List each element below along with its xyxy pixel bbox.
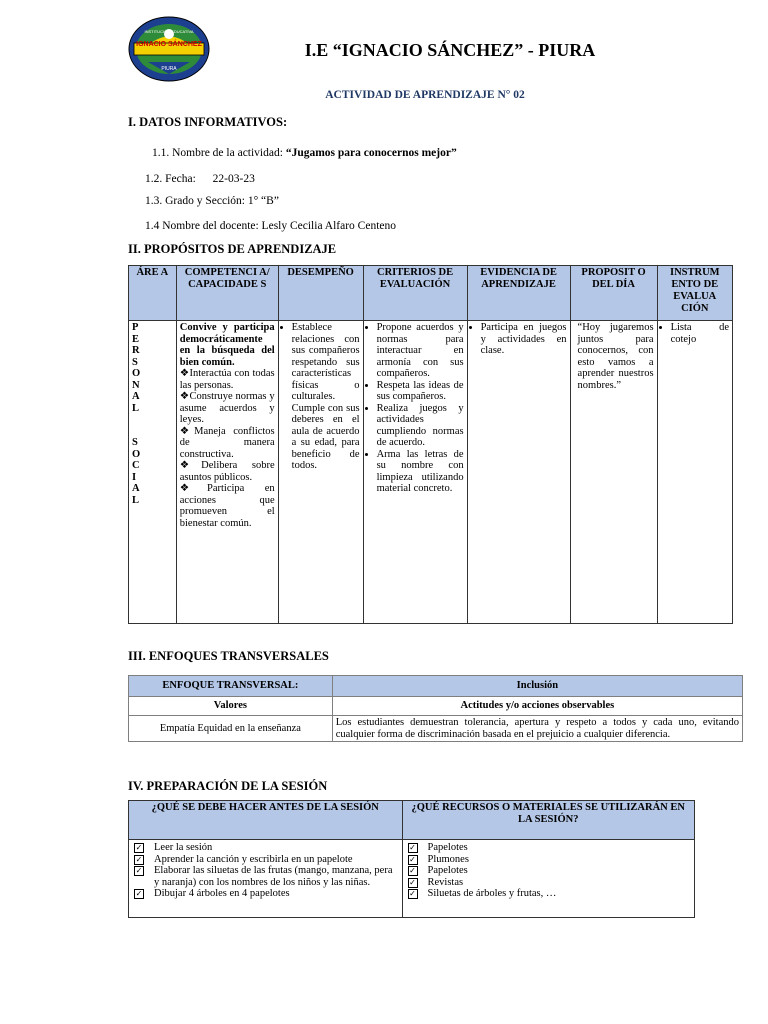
section-enfoques: III. ENFOQUES TRANSVERSALES	[128, 649, 329, 663]
propositos-header-row	[129, 266, 733, 321]
actitudes-header: Actitudes y/o acciones observables	[332, 697, 742, 716]
propositos-row	[129, 321, 733, 624]
criterio-item: • Propone acuerdos y normas para interactuar en armonía con sus compañeros.	[377, 322, 464, 380]
recurso-item: ✓ Papelotes	[409, 842, 468, 853]
preparacion-header-row	[129, 801, 695, 840]
criterios-cell	[363, 321, 467, 624]
header-proposito: PROPOSIT O DEL DÍA	[570, 266, 657, 321]
preparacion-table	[128, 800, 695, 918]
evidencia-cell	[467, 321, 570, 624]
school-logo	[128, 16, 210, 82]
valores-text: Empatía Equidad en la enseñanza	[129, 716, 333, 742]
grado-line: 1.3. Grado y Sección: 1° “B”	[145, 195, 279, 207]
antes-item: ✓ Elaborar las siluetas de las frutas (mango, manzana, pera y naranja) con los nombres de los niños y las niñas.	[135, 865, 393, 888]
header-competencia: COMPETENCI A/ CAPACIDADE S	[176, 266, 278, 321]
recurso-item: ✓ Revistas	[409, 876, 464, 888]
propositos-table	[128, 265, 733, 624]
proposito-text: “Hoy jugaremos juntos para conocernos, con esto vamos a aprender nuestros nombres.”	[577, 322, 654, 391]
evidencia-text: • Participa en juegos y actividades en clase.	[481, 322, 567, 357]
capacidad-item: ❖Maneja conflictos de manera constructiva.	[179, 425, 275, 460]
criterio-item: • Realiza juegos y actividades cumpliendo normas de acuerdo.	[377, 403, 464, 449]
enfoques-table	[128, 675, 743, 742]
capacidad-item: ❖Participa en acciones que promueven el bienestar común.	[179, 483, 275, 529]
instrumento-text: • Lista de cotejo	[671, 322, 729, 345]
valores-header: Valores	[129, 697, 333, 716]
instrumento-cell	[657, 321, 732, 624]
enfoque-value: Inclusión	[332, 676, 742, 697]
recurso-item: ✓ Siluetas de árboles y frutas, …	[409, 888, 557, 899]
enfoque-content-row	[129, 716, 743, 742]
enfoque-row	[129, 676, 743, 697]
fecha-line	[145, 173, 255, 185]
section-datos-informativos: I. DATOS INFORMATIVOS:	[128, 115, 288, 129]
header-criterios: CRITERIOS DE EVALUACIÓN	[363, 266, 467, 321]
header-evidencia: EVIDENCIA DE APRENDIZAJE	[467, 266, 570, 321]
fecha-label: 1.2. Fecha:	[145, 173, 196, 185]
checkbox-icon: ✓	[409, 877, 416, 887]
capacidad-item: ❖Construye normas y asume acuerdos y leyes.	[179, 391, 275, 425]
antes-cell	[129, 840, 403, 918]
recursos-cell	[402, 840, 695, 918]
section-preparacion: IV. PREPARACIÓN DE LA SESIÓN	[128, 779, 328, 793]
checkbox-icon: ✓	[409, 866, 416, 875]
activity-name-value: “Jugamos para conocernos mejor”	[285, 147, 457, 159]
checkbox-icon: ✓	[409, 843, 416, 852]
capacidad-item: ❖Delibera sobre asuntos públicos.	[179, 460, 275, 483]
header-area: ÁRE A	[129, 266, 177, 321]
activity-title: ACTIVIDAD DE APRENDIZAJE N° 02	[325, 89, 525, 101]
checkbox-icon: ✓	[135, 866, 143, 875]
checkbox-icon: ✓	[409, 889, 416, 898]
preparacion-content-row	[129, 840, 695, 918]
criterio-item: • Arma las letras de su nombre con limpieza utilizando material concreto.	[377, 449, 464, 495]
enfoque-subheader-row	[129, 697, 743, 716]
header-instrumento: INSTRUM ENTO DE EVALUA CIÓN	[657, 266, 732, 321]
competencia-title: Convive y participa democráticamente en la búsqueda del bien común.	[179, 322, 275, 368]
antes-item: ✓ Leer la sesión	[135, 842, 213, 853]
antes-header: ¿QUÉ SE DEBE HACER ANTES DE LA SESIÓN	[129, 801, 403, 840]
header-desempeno: DESEMPEÑO	[278, 266, 363, 321]
section-propositos: II. PROPÓSITOS DE APRENDIZAJE	[128, 242, 337, 256]
logo-bottom-text: PIURA	[161, 66, 177, 72]
fecha-value: 22-03-23	[212, 173, 255, 185]
recurso-item: ✓ Plumones	[409, 853, 469, 865]
capacidad-item: ❖Interactúa con todas las personas.	[179, 368, 275, 391]
logo-top-text: INSTITUCIÓN EDUCATIVA	[144, 29, 194, 34]
checkbox-icon: ✓	[135, 843, 143, 852]
antes-item: ✓ Dibujar 4 árboles en 4 papelotes	[135, 888, 290, 899]
docente-line: 1.4 Nombre del docente: Lesly Cecilia Alfaro Centeno	[145, 220, 397, 232]
checkbox-icon: ✓	[135, 889, 143, 898]
document-title: I.E “IGNACIO SÁNCHEZ” - PIURA	[304, 40, 596, 60]
activity-name-label: 1.1. Nombre de la actividad:	[152, 147, 286, 159]
recurso-item: ✓ Papelotes	[409, 865, 468, 876]
antes-item: ✓ Aprender la canción y escribirla en un papelote	[135, 853, 353, 865]
competencia-cell	[176, 321, 278, 624]
enfoque-label: ENFOQUE TRANSVERSAL:	[129, 676, 333, 697]
logo-main-text: IGNACIO SÁNCHEZ	[136, 41, 202, 48]
activity-name-line	[152, 147, 457, 159]
checkbox-icon: ✓	[135, 854, 143, 864]
recursos-header: ¿QUÉ RECURSOS O MATERIALES SE UTILIZARÁN EN LA SESIÓN?	[402, 801, 695, 840]
actitudes-text: Los estudiantes demuestran tolerancia, apertura y respeto a todos y cada uno, evitando cualquier forma de discriminación basada en el prejuicio a cualquier diferencia.	[332, 716, 742, 742]
desempeno-text: • Establece relaciones con sus compañeros respetando sus características físicas o culturales. Cumple con sus deberes en el aula de acuerdo a su edad, para beneficio de todos.	[292, 322, 360, 472]
desempeno-cell	[278, 321, 363, 624]
area-cell: P E R S O N A L S O C I A L	[129, 321, 177, 624]
checkbox-icon: ✓	[409, 854, 416, 864]
criterio-item: • Respeta las ideas de sus compañeros.	[377, 380, 464, 403]
proposito-cell	[570, 321, 657, 624]
